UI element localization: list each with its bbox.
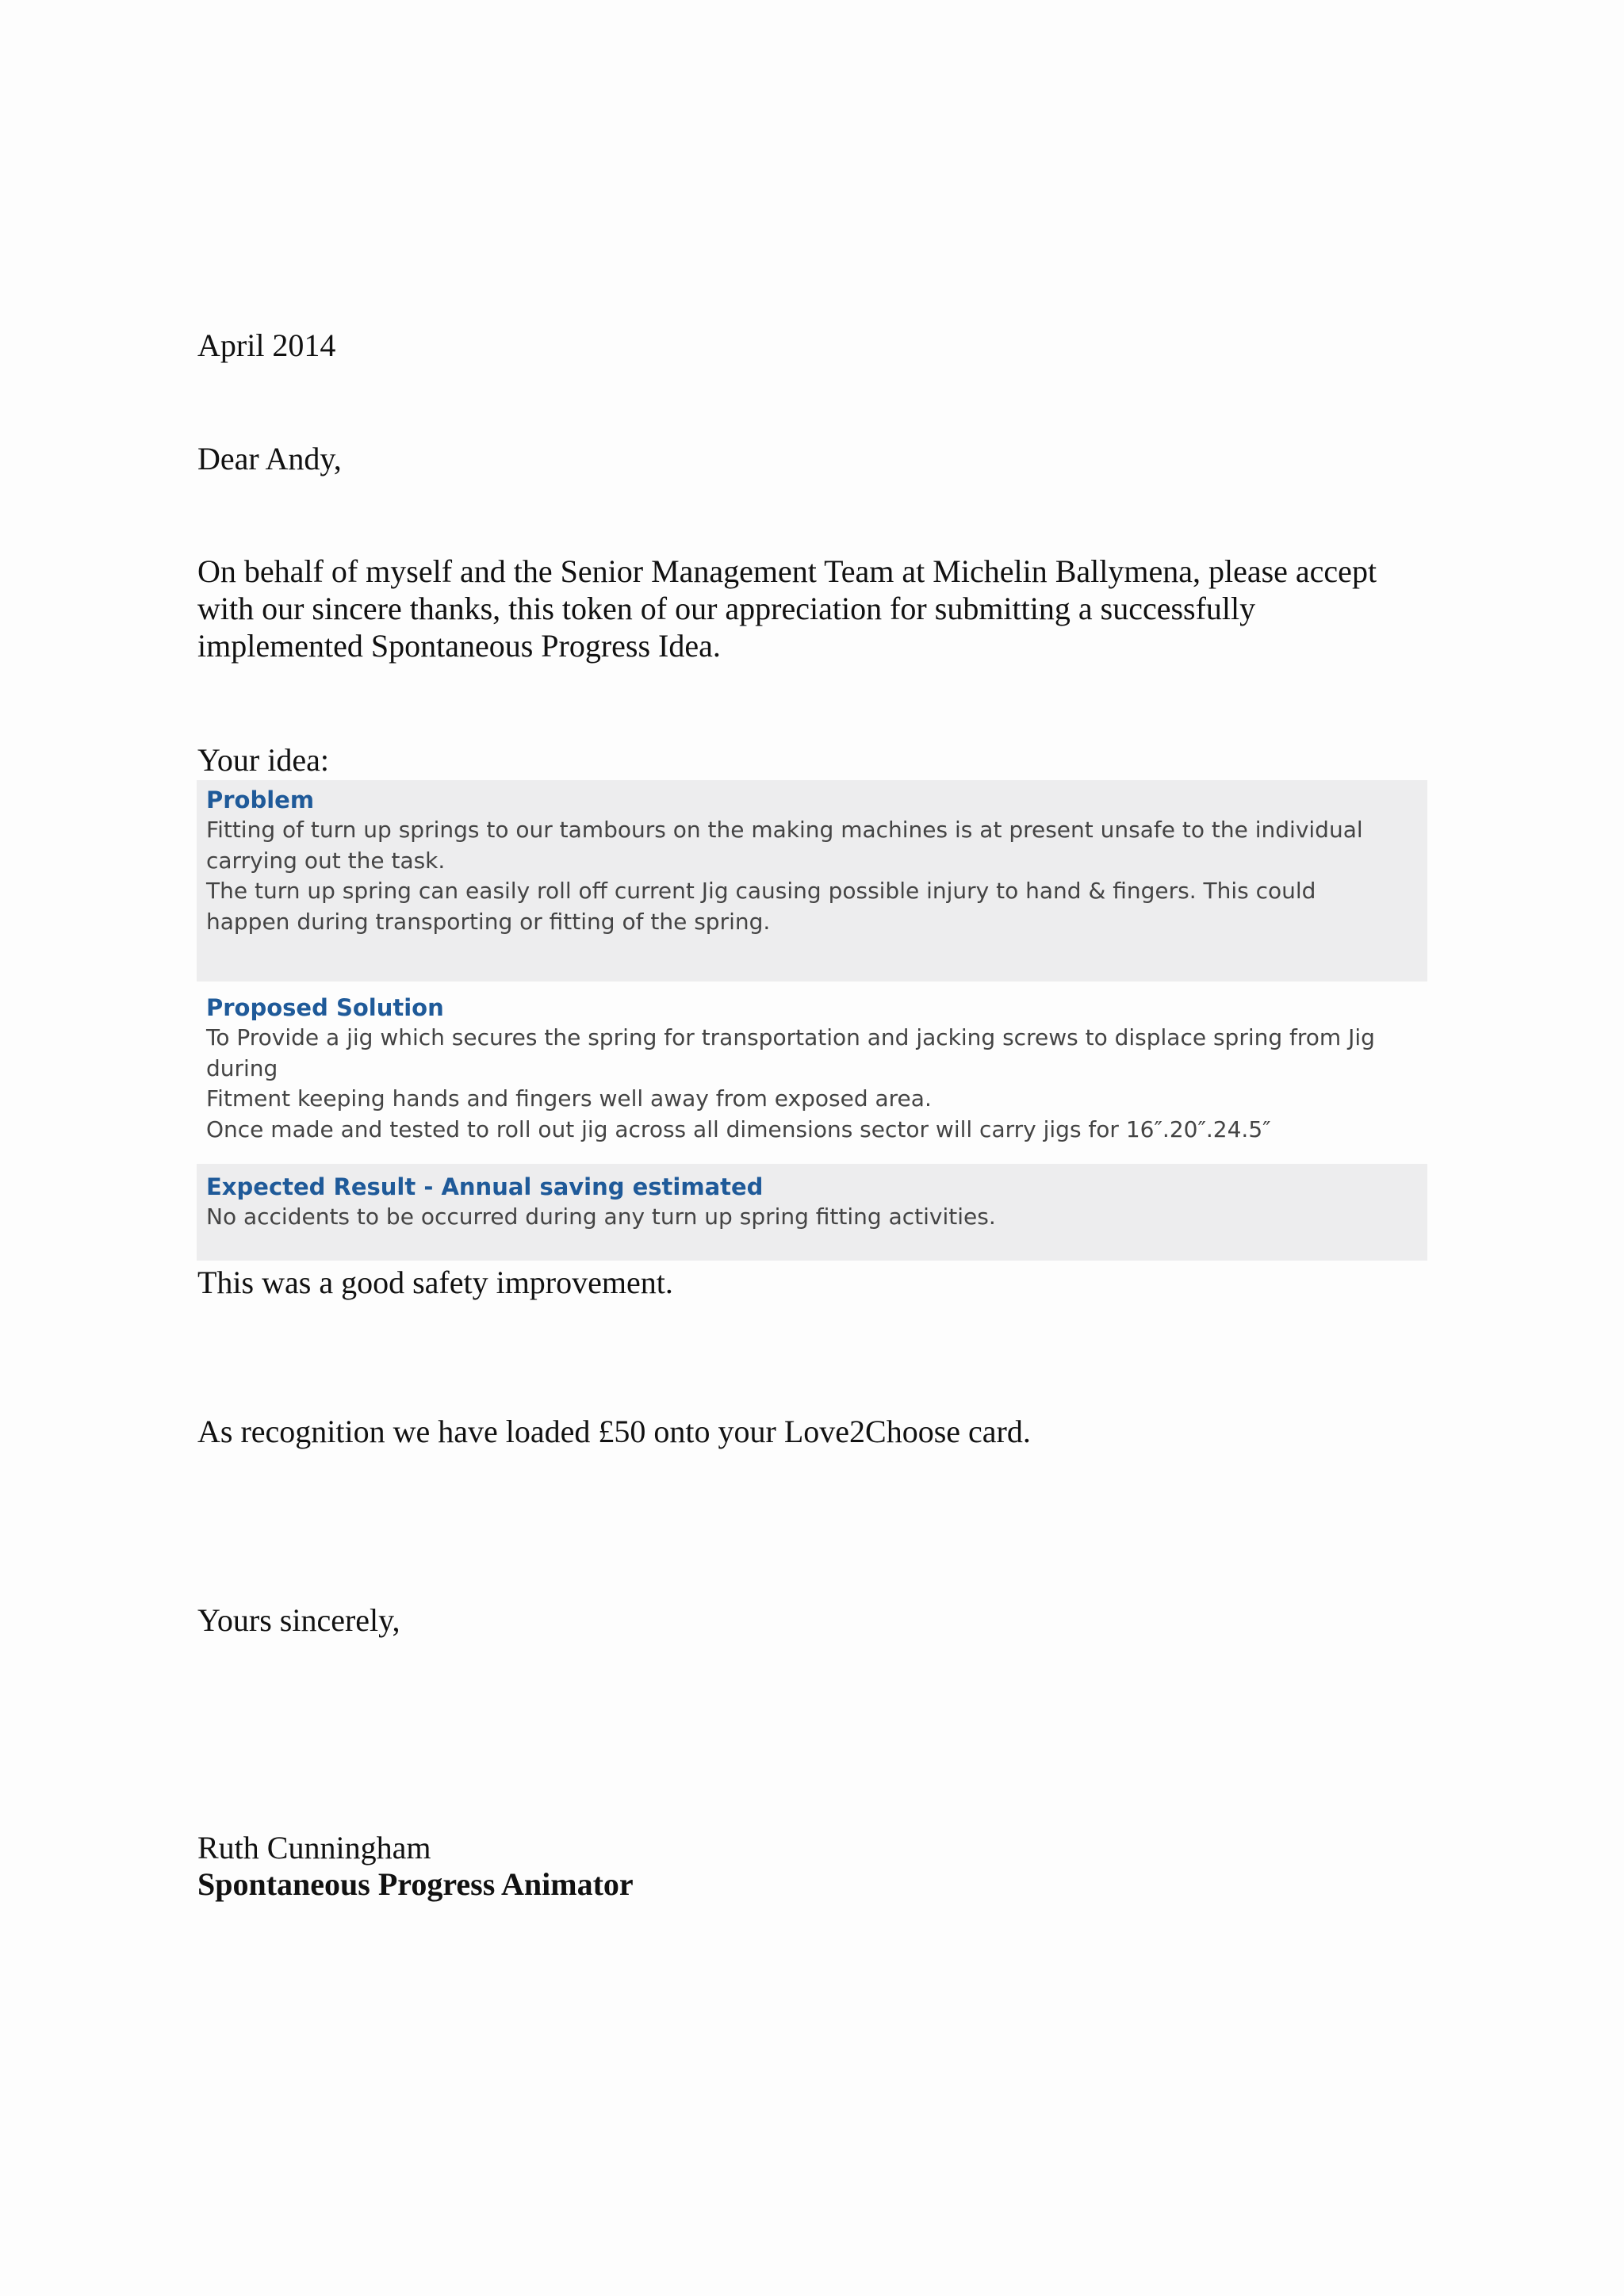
letter-comment: This was a good safety improvement. xyxy=(197,1265,673,1300)
body-line: On behalf of myself and the Senior Management Team at Michelin Ballymena, please accept xyxy=(197,553,1377,589)
letter-closing: Yours sincerely, xyxy=(197,1602,400,1638)
letter-recognition: As recognition we have loaded £50 onto your Love2Choose card. xyxy=(197,1414,1031,1449)
problem-line: The turn up spring can easily roll off current Jig causing possible injury to hand & fingers. This could xyxy=(206,878,1316,904)
problem-section xyxy=(197,780,1427,982)
solution-line: Fitment keeping hands and fingers well away from exposed area. xyxy=(206,1085,932,1112)
body-line: implemented Spontaneous Progress Idea. xyxy=(197,628,721,664)
body-line: with our sincere thanks, this token of our appreciation for submitting a successfully xyxy=(197,591,1256,626)
problem-line: Fitting of turn up springs to our tambours on the making machines is at present unsafe to the individual xyxy=(206,817,1363,843)
idea-intro: Your idea: xyxy=(197,742,329,778)
solution-line: Once made and tested to roll out jig across all dimensions sector will carry jigs for 16″.20″.24.5″ xyxy=(206,1115,1271,1142)
letter-body xyxy=(197,553,1419,664)
problem-line: happen during transporting or fitting of the spring. xyxy=(206,908,771,935)
signer-title: Spontaneous Progress Animator xyxy=(197,1866,634,1902)
solution-heading: Proposed Solution xyxy=(206,994,444,1021)
problem-line: carrying out the task. xyxy=(206,847,446,874)
result-line: No accidents to be occurred during any turn up spring fitting activities. xyxy=(206,1203,996,1230)
problem-heading: Problem xyxy=(206,786,315,813)
result-section xyxy=(197,1164,1427,1261)
signer-name: Ruth Cunningham xyxy=(197,1830,431,1866)
result-heading: Expected Result - Annual saving estimated xyxy=(206,1173,764,1200)
solution-line: To Provide a jig which secures the spring for transportation and jacking screws to displace spring from Jig xyxy=(206,1024,1375,1050)
solution-line: during xyxy=(206,1054,278,1081)
solution-section xyxy=(197,993,1427,1162)
letter-greeting: Dear Andy, xyxy=(197,441,342,476)
letter-date: April 2014 xyxy=(197,327,336,363)
